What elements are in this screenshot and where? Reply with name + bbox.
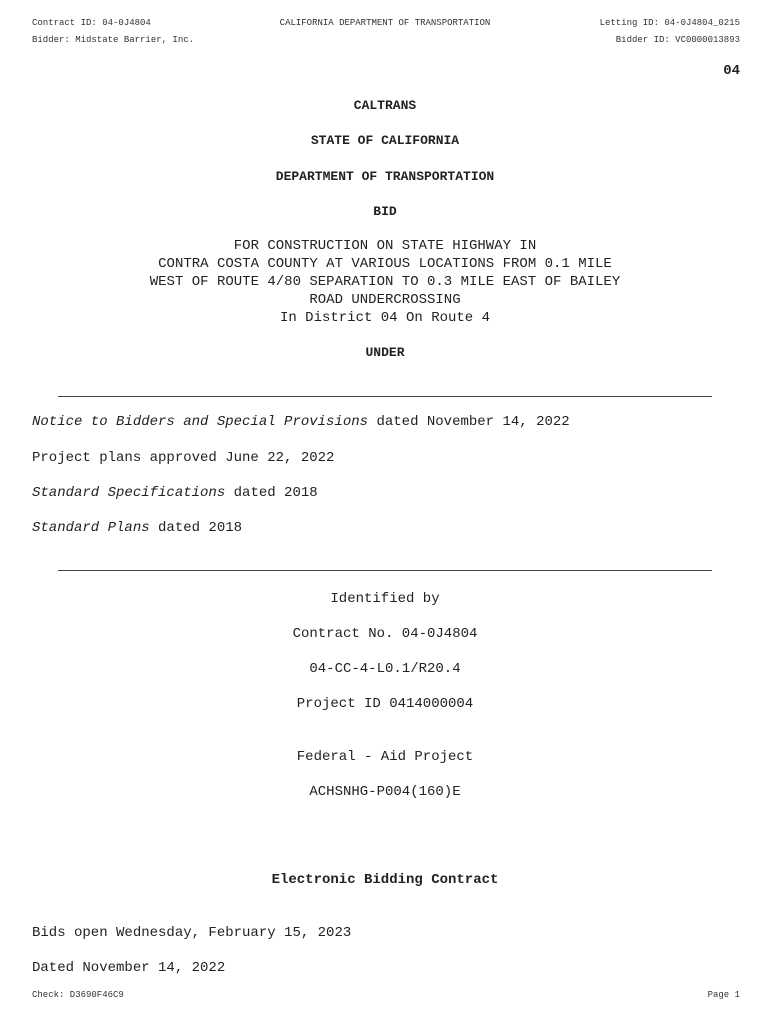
- plans-reference: Project plans approved June 22, 2022: [32, 450, 335, 466]
- federal-aid-label: Federal - Aid Project: [296, 749, 474, 765]
- electronic-bidding-heading: Electronic Bidding Contract: [271, 872, 499, 888]
- std-spec-reference: [32, 485, 318, 501]
- description-line: WEST OF ROUTE 4/80 SEPARATION TO 0.3 MILE EAST OF BAILEY: [149, 274, 621, 290]
- location-code: 04-CC-4-L0.1/R20.4: [309, 661, 461, 677]
- contract-id: Contract ID: 04-0J4804: [32, 18, 151, 28]
- description-line: ROAD UNDERCROSSING: [309, 292, 461, 308]
- std-plans-date: dated 2018: [149, 520, 243, 536]
- title-bid: BID: [373, 204, 397, 219]
- title-caltrans: CALTRANS: [353, 98, 417, 113]
- std-plans-reference: [32, 520, 242, 536]
- project-id: Project ID 0414000004: [296, 696, 474, 712]
- std-spec-title: Standard Specifications: [32, 485, 226, 501]
- std-spec-date: dated 2018: [225, 485, 318, 501]
- bids-open-date: Bids open Wednesday, February 15, 2023: [32, 925, 352, 941]
- project-description: [0, 237, 770, 327]
- bidder-name: Bidder: Midstate Barrier, Inc.: [32, 35, 195, 45]
- divider: [58, 570, 712, 571]
- notice-reference: [32, 414, 570, 430]
- dated-line: Dated November 14, 2022: [32, 960, 226, 976]
- letting-id: Letting ID: 04-0J4804_0215: [599, 18, 740, 28]
- description-line: In District 04 On Route 4: [279, 310, 491, 326]
- check-code: Check: D3690F46C9: [32, 990, 124, 1000]
- title-department: DEPARTMENT OF TRANSPORTATION: [275, 169, 495, 184]
- title-state: STATE OF CALIFORNIA: [310, 133, 460, 148]
- notice-date: dated November 14, 2022: [368, 414, 570, 430]
- std-plans-title: Standard Plans: [32, 520, 150, 536]
- description-line: FOR CONSTRUCTION ON STATE HIGHWAY IN: [233, 238, 537, 254]
- identified-by: Identified by: [330, 591, 440, 607]
- federal-aid-number: ACHSNHG-P004(160)E: [309, 784, 461, 800]
- page-number: Page 1: [707, 990, 740, 1000]
- agency-name: CALIFORNIA DEPARTMENT OF TRANSPORTATION: [279, 18, 491, 28]
- district-code: 04: [723, 63, 740, 79]
- notice-title: Notice to Bidders and Special Provisions: [32, 414, 369, 430]
- divider: [58, 396, 712, 397]
- bidder-id: Bidder ID: VC0000013893: [615, 35, 740, 45]
- description-line: CONTRA COSTA COUNTY AT VARIOUS LOCATIONS FROM 0.1 MILE: [158, 256, 612, 272]
- under-heading: UNDER: [365, 345, 405, 360]
- contract-number: Contract No. 04-0J4804: [292, 626, 478, 642]
